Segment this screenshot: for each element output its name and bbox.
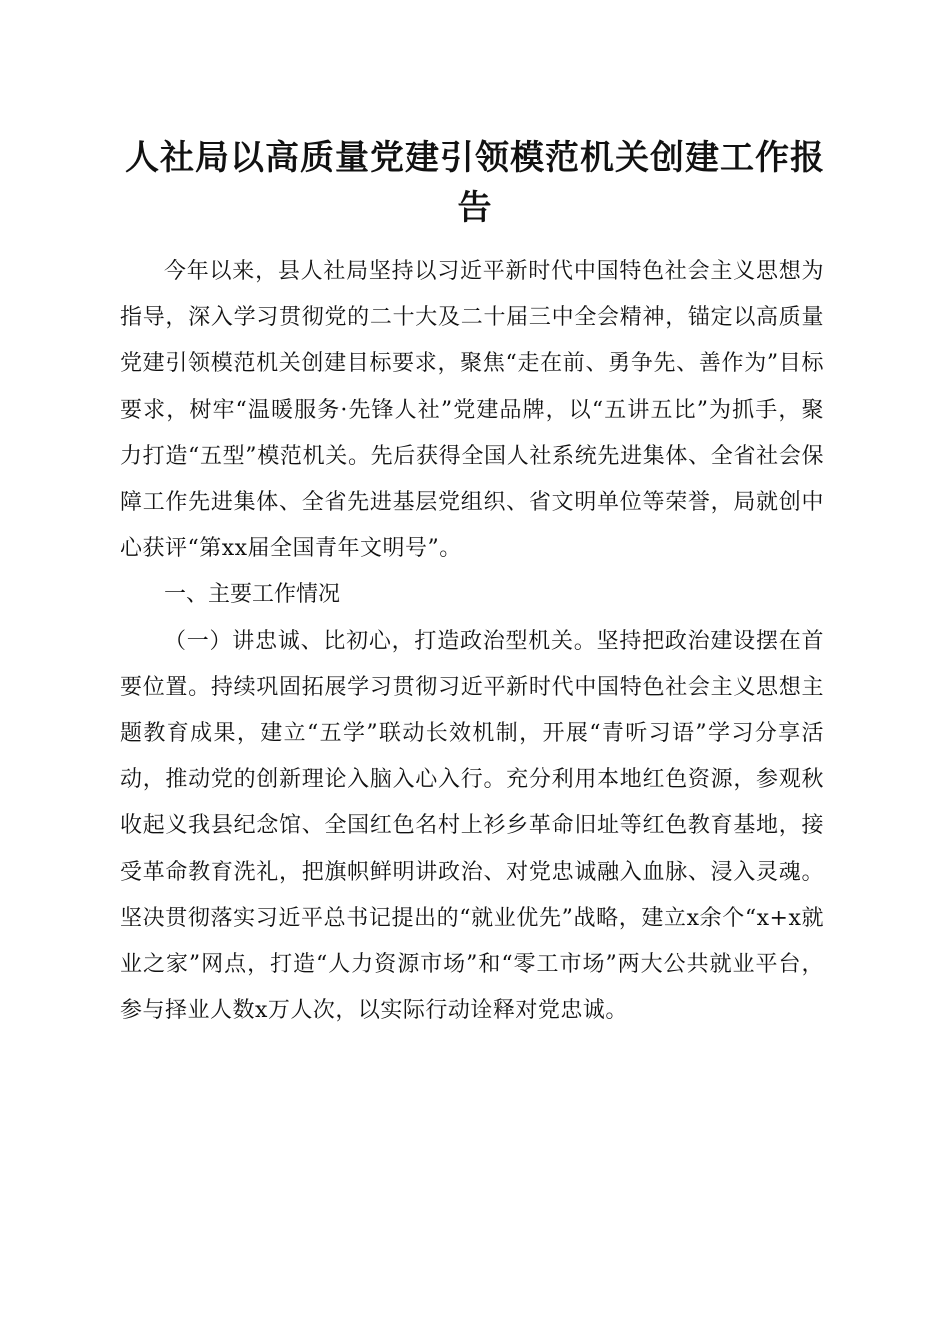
section-heading: 一、主要工作情况: [164, 582, 341, 608]
document-title: 人社局以高质量党建引领模范机关创建工作报告: [125, 138, 825, 228]
subsection-body: 坚持把政治建设摆在首要位置。持续巩固拓展学习贯彻习近平新时代中国特色社会主义思想主题教育成果，建立“五学”联动长效机制，开展“青听习语”学习分享活动，推动党的创新理论入脑入心入行。充分利用本地红色资源，参观秋收起义我县纪念馆、全国红色名村上衫乡革命旧址等红色教育基地，接受革命教育洗礼，把旗帜鲜明讲政治、对党忠诚融入血脉、浸入灵魂。坚决贯彻落实习近平总书记提出的“就业优先”战略，建立x余个“x+x就业之家”网点，打造“人力资源市场”和“零工市场”两大公共就业平台，参与择业人数x万人次，以实际行动诠释对党忠诚。: [120, 628, 824, 1024]
subsection-paragraph: [120, 619, 824, 1035]
subsection-heading: （一）讲忠诚、比初心，打造政治型机关。: [164, 628, 597, 654]
intro-paragraph: 今年以来，县人社局坚持以习近平新时代中国特色社会主义思想为指导，深入学习贯彻党的二十大及二十届三中全会精神，锚定以高质量党建引领模范机关创建目标要求，聚焦“走在前、勇争先、善作为”目标要求，树牢“温暖服务·先锋人社”党建品牌，以“五讲五比”为抓手，聚力打造“五型”模范机关。先后获得全国人社系统先进集体、全省社会保障工作先进集体、全省先进基层党组织、省文明单位等荣誉，局就创中心获评“第xx届全国青年文明号”。: [120, 259, 824, 562]
document-body: [120, 249, 824, 1034]
